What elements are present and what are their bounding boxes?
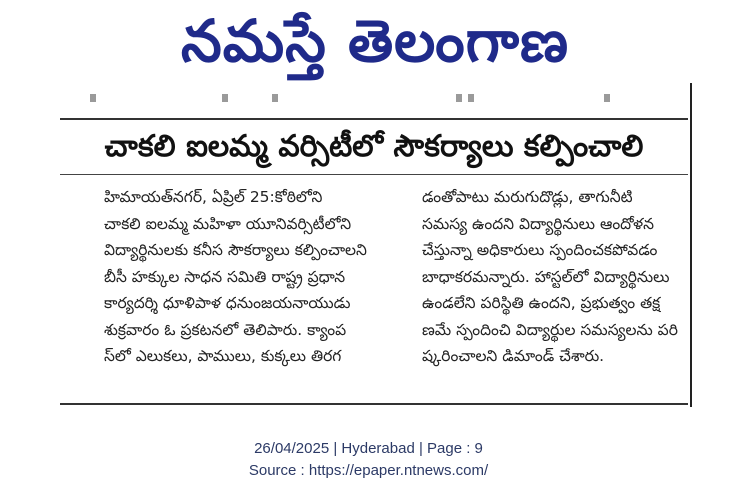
- text-line: సమస్య ఉందని విద్యార్థినులు ఆందోళన: [422, 214, 654, 233]
- text-line: విద్యార్థినులకు కనీస సౌకర్యాలు కల్పించాలని: [104, 241, 367, 259]
- headline-rule: [60, 174, 688, 175]
- article-right-column: [422, 184, 688, 370]
- text-line: బీసీ హక్కుల సాధన సమితి రాష్ట్ర ప్రధాన: [104, 267, 346, 286]
- cut-text-residue: [44, 94, 684, 106]
- article-left-column: [104, 184, 370, 370]
- text-line: స్‌లో ఎలుకలు, పాములు, కుక్కలు తిరగ: [104, 347, 342, 365]
- bottom-rule: [60, 403, 688, 405]
- newspaper-logo: నమస్తే తెలంగాణ: [181, 7, 569, 75]
- text-line: కార్యదర్శి ధూళిపాళ ధనుంజయనాయుడు: [104, 294, 351, 312]
- text-line: చాకలి ఐలమ్మ మహిళా యూనివర్సిటీలోని: [104, 214, 352, 233]
- text-line: హిమాయత్‌నగర్, ఏప్రిల్ 25:కోఠిలోని: [104, 188, 323, 206]
- article-headline: చాకలి ఐలమ్మ వర్సిటీలో సౌకర్యాలు కల్పించాలి: [104, 129, 644, 164]
- text-line: ష్కరించాలని డిమాండ్ చేశారు.: [422, 347, 605, 365]
- text-line: శుక్రవారం ఓ ప్రకటనలో తెలిపారు. క్యాంప: [104, 320, 347, 339]
- text-line: డంతోపాటు మరుగుదొడ్లు, తాగునీటి: [422, 188, 633, 206]
- footer: [0, 438, 737, 482]
- residue-mark: [272, 94, 278, 102]
- residue-mark: [468, 94, 474, 102]
- text-line: బాధాకరమన్నారు. హాస్టల్‌లో విద్యార్థినులు: [422, 267, 670, 286]
- residue-mark: [90, 94, 96, 102]
- masthead: [0, 0, 737, 82]
- residue-mark: [456, 94, 462, 102]
- residue-mark: [222, 94, 228, 102]
- source-link[interactable]: Source : https://epaper.ntnews.com/: [248, 462, 489, 479]
- edition-info: 26/04/2025 | Hyderabad | Page : 9: [254, 440, 483, 457]
- text-line: ఉండలేని పరిస్థితి ఉందని, ప్రభుత్వం తక్ష: [422, 294, 661, 312]
- residue-mark: [604, 94, 610, 102]
- top-rule: [60, 118, 688, 120]
- text-line: చేస్తున్నా అధికారులు స్పందించకపోవడం: [422, 241, 658, 259]
- text-line: ణమే స్పందించి విద్యార్థుల సమస్యలను పరి: [422, 320, 678, 339]
